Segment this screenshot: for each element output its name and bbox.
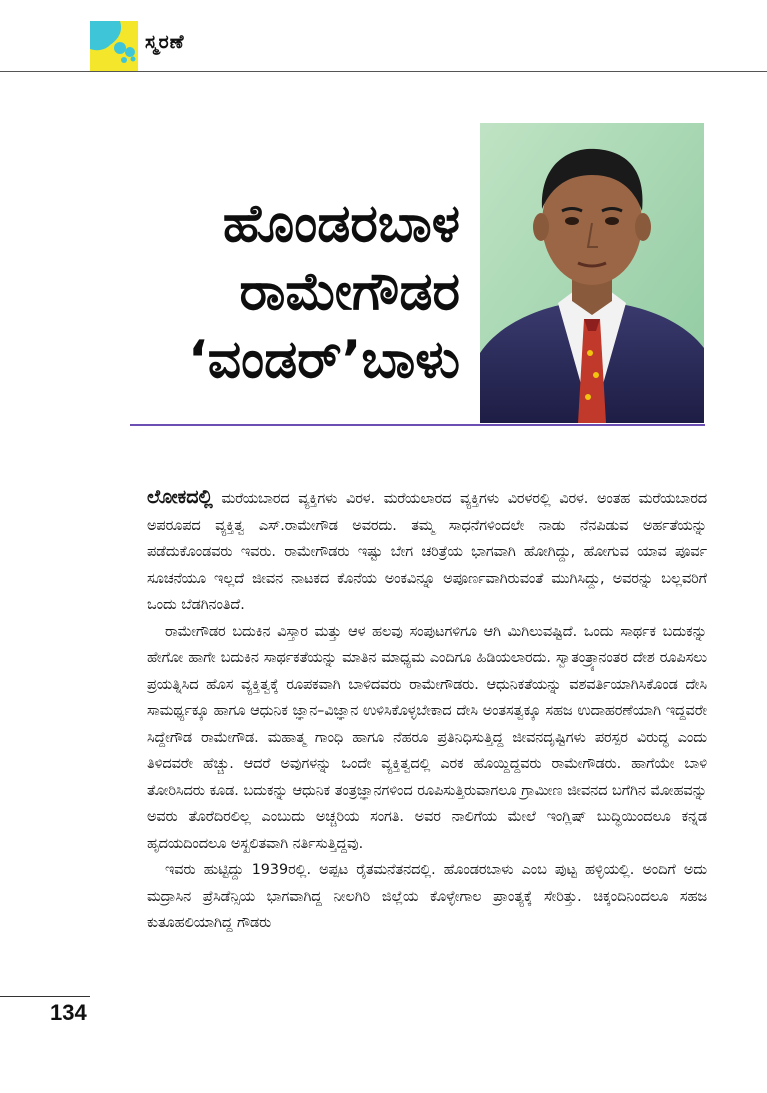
paragraph-1-text: ಮರೆಯಬಾರದ ವ್ಯಕ್ತಿಗಳು ವಿರಳ. ಮರೆಯಲಾರದ ವ್ಯಕ್ತಿಗಳು ವಿರಳರಲ್ಲಿ ವಿರಳ. ಅಂತಹ ಮರೆಯಬಾರದ ಅಪರೂಪದ ವ್ಯಕ್ತಿತ್ವ ಎಸ್.ರಾಮೇಗೌಡ ಅವರದು. ತಮ್ಮ ಸಾಧನೆಗಳಿಂದಲೇ ನಾಡು ನೆನಪಿಡುವ ಅರ್ಹತೆಯನ್ನು ಪಡೆದುಕೊಂಡವರು ಇವರು. ರಾಮೇಗೌಡರು ಇಷ್ಟು ಬೇಗ ಚರಿತ್ರೆಯ ಭಾಗವಾಗಿ ಹೋಗಿದ್ದು, ಹೋಗುವ ಯಾವ ಪೂರ್ವ ಸೂಚನೆಯೂ ಇಲ್ಲದೆ ಜೀವನ ನಾಟಕದ ಕೊನೆಯ ಅಂಕವಿನ್ನೂ ಅಪೂರ್ಣವಾಗಿರುವಂತೆ ಮುಗಿಸಿದ್ದು, ಅವರನ್ನು ಬಲ್ಲವರಿಗೆ ಒಂದು ಬೆಡಗಿನಂತಿದೆ. (147, 491, 707, 613)
title-line-3: ‘ವಂಡರ್’ಬಾಳು (187, 330, 460, 390)
footer-divider (0, 996, 90, 997)
magazine-logo (90, 21, 138, 71)
title-line-2: ರಾಮೇಗೌಡರ (239, 262, 460, 322)
section-label: ಸ್ಮರಣೆ (145, 31, 185, 53)
paragraph-3: ಇವರು ಹುಟ್ಟಿದ್ದು 1939ರಲ್ಲಿ. ಅಪ್ಪಟ ರೈತಮನೆತನದಲ್ಲಿ. ಹೊಂಡರಬಾಳು ಎಂಬ ಪುಟ್ಟ ಹಳ್ಳಿಯಲ್ಲಿ. ಅಂದಿಗೆ ಅದು ಮದ್ರಾಸಿನ ಪ್ರೆಸಿಡೆನ್ಸಿಯ ಭಾಗವಾಗಿದ್ದ ನೀಲಗಿರಿ ಜಿಲ್ಲೆಯ ಕೊಳ್ಳೇಗಾಲ ಪ್ರಾಂತ್ಯಕ್ಕೆ ಸೇರಿತ್ತು. ಚಿಕ್ಕಂದಿನಿಂದಲೂ ಸಹಜ ಕುತೂಹಲಿಯಾಗಿದ್ದ ಗೌಡರು (147, 862, 707, 931)
drop-word: ಲೋಕದಲ್ಲಿ (147, 486, 213, 508)
article-title (120, 190, 460, 394)
title-divider (130, 424, 705, 426)
article-body (147, 484, 707, 937)
header-divider (0, 71, 767, 72)
page-number: 134 (50, 1000, 87, 1025)
portrait-photo (480, 123, 704, 423)
title-line-1: ಹೊಂಡರಬಾಳ (222, 194, 460, 254)
paragraph-2: ರಾಮೇಗೌಡರ ಬದುಕಿನ ವಿಸ್ತಾರ ಮತ್ತು ಆಳ ಹಲವು ಸಂಪುಟಗಳಿಗೂ ಆಗಿ ಮಿಗಿಲುವಷ್ಟಿದೆ. ಒಂದು ಸಾರ್ಥಕ ಬದುಕನ್ನು ಹೇಗೋ ಹಾಗೇ ಬದುಕಿನ ಸಾರ್ಥಕತೆಯನ್ನು ಮಾತಿನ ಮಾಧ್ಯಮ ಎಂದಿಗೂ ಹಿಡಿಯಲಾರದು. ಸ್ವಾತಂತ್ರ್ಯಾನಂತರ ದೇಶ ರೂಪಿಸಲು ಪ್ರಯತ್ನಿಸಿದ ಹೊಸ ವ್ಯಕ್ತಿತ್ವಕ್ಕೆ ರೂಪಕವಾಗಿ ಬಾಳಿದವರು ರಾಮೇಗೌಡರು. ಆಧುನಿಕತೆಯನ್ನು ವಶವರ್ತಿಯಾಗಿಸಿಕೊಂಡ ದೇಸಿ ಸಾಮರ್ಥ್ಯಕ್ಕೂ ಹಾಗೂ ಆಧುನಿಕ ಜ್ಞಾನ–ವಿಜ್ಞಾನ ಉಳಿಸಿಕೊಳ್ಳಬೇಕಾದ ದೇಸಿ ಅಂತಸತ್ವಕ್ಕೂ ಸಹಜ ಉದಾಹರಣೆಯಾಗಿ ಇದ್ದವರೇ ಸಿದ್ದೇಗೌಡ ರಾಮೇಗೌಡ. ಮಹಾತ್ಮ ಗಾಂಧಿ ಹಾಗೂ ನೆಹರೂ ಪ್ರತಿನಿಧಿಸುತ್ತಿದ್ದ ಜೀವನದೃಷ್ಟಿಗಳು ಪರಸ್ಪರ ವಿರುದ್ಧ ಎಂದು ತಿಳಿದವರೇ ಹೆಚ್ಚು. ಆದರೆ ಅವುಗಳನ್ನು ಒಂದೇ ವ್ಯಕ್ತಿತ್ವದಲ್ಲಿ ಎರಕ ಹೊಯ್ದಿದ್ದವರು ರಾಮೇಗೌಡರು. ಹಾಗೆಯೇ ಬಾಳಿ ತೋರಿಸಿದರು ಕೂಡ. ಬದುಕನ್ನು ಆಧುನಿಕ ತಂತ್ರಜ್ಞಾನಗಳಿಂದ ರೂಪಿಸುತ್ತಿರುವಾಗಲೂ ಗ್ರಾಮೀಣ ಜೀವನದ ಬಗೆಗಿನ ಮೋಹವನ್ನು ಅವರು ತೊರೆದಿರಲಿಲ್ಲ ಎಂಬುದು ಅಚ್ಚರಿಯ ಸಂಗತಿ. ಅವರ ನಾಲಿಗೆಯ ಮೇಲೆ ಇಂಗ್ಲಿಷ್ ಬುದ್ಧಿಯಿಂದಲೂ ಕನ್ನಡ ಹೃದಯದಿಂದಲೂ ಅಸ್ಖಲಿತವಾಗಿ ನರ್ತಿಸುತ್ತಿದ್ದವು. (147, 623, 707, 852)
paragraph-1 (147, 484, 707, 619)
